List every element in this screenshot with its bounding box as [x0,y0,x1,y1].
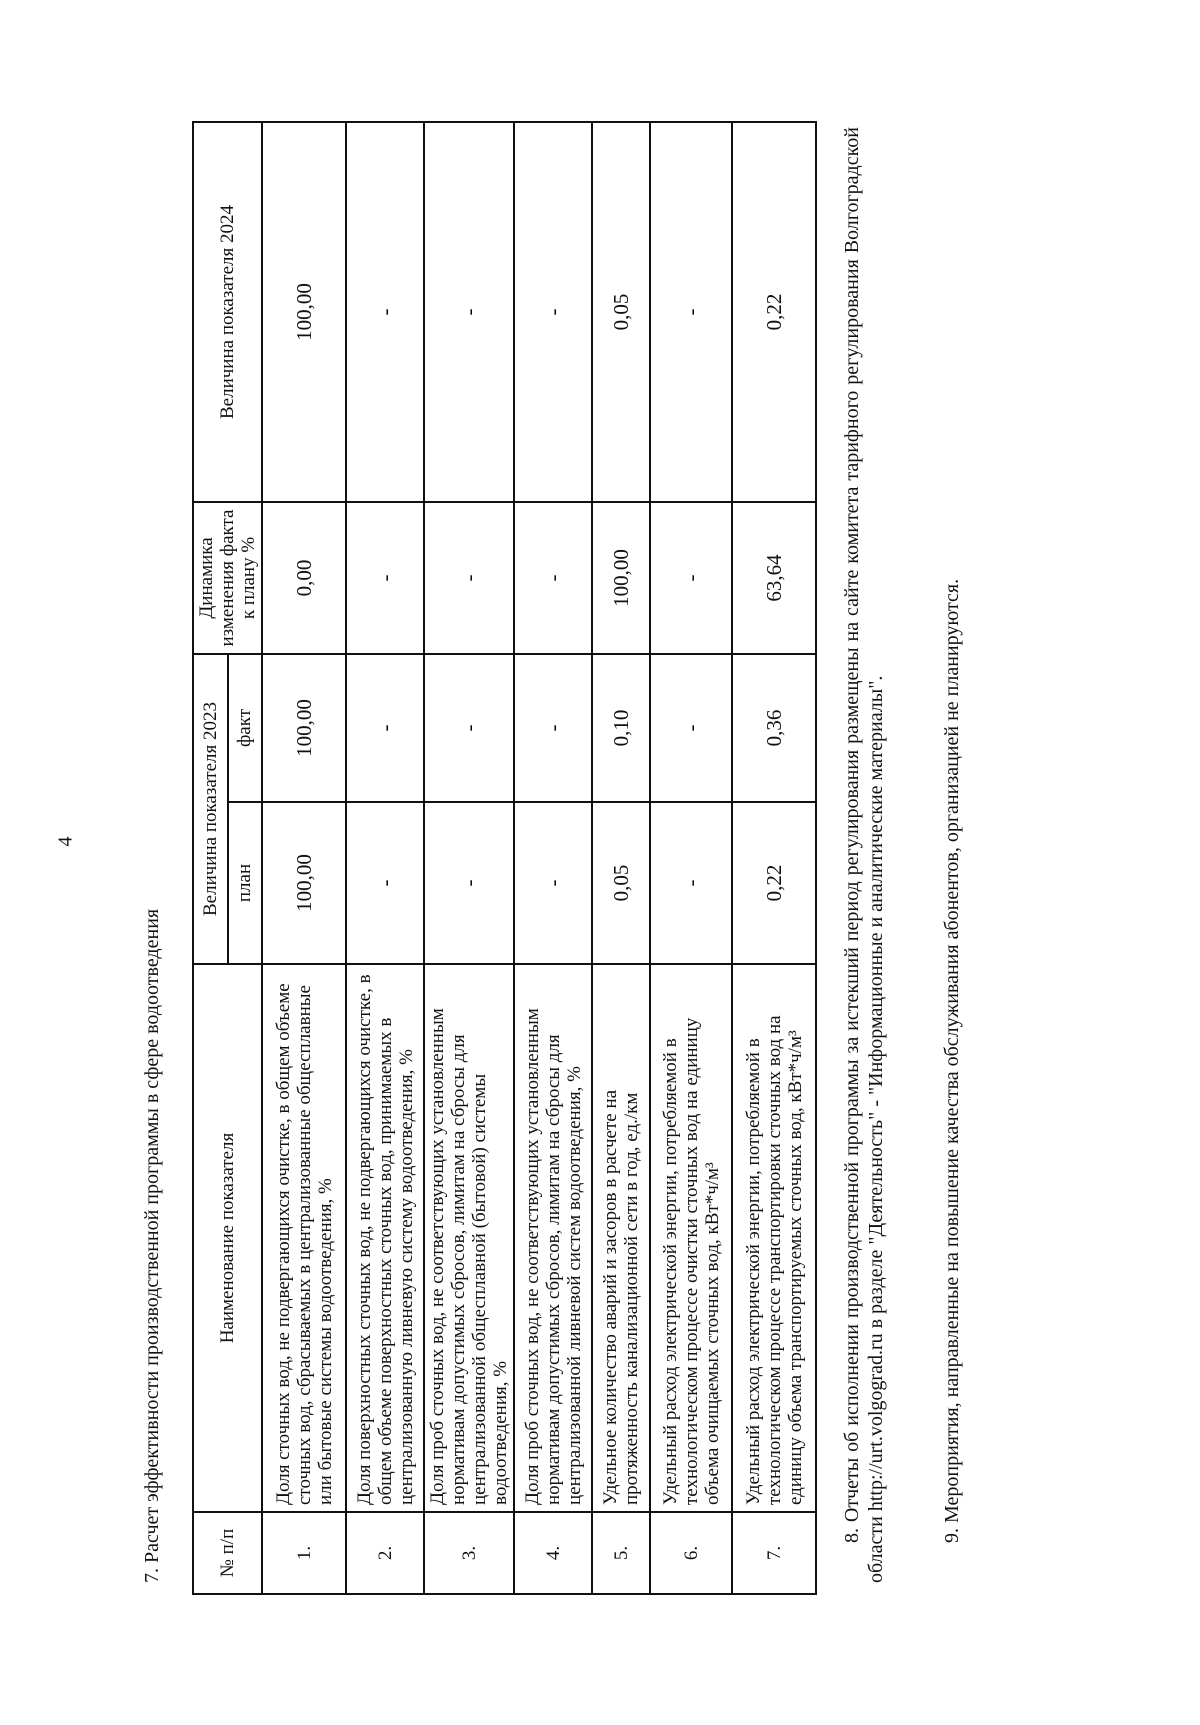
row-fact: - [514,654,592,802]
row-num: 3. [424,1512,514,1594]
header-fact: факт [228,654,263,802]
table-row [650,122,732,1594]
table-row [514,122,592,1594]
row-fact: 100,00 [262,654,346,802]
table-row [346,122,424,1594]
row-name: Доля поверхностных сточных вод, не подвергающихся очистке, в общем объеме поверхностных сточных вод, принимаемых в централизованную ливневую систему водоотведения, % [346,964,424,1512]
row-dynamics: - [424,502,514,654]
row-fact: - [424,654,514,802]
row-value-2024: - [514,122,592,502]
header-value-2023: Величина показателя 2023 [193,654,228,964]
row-dynamics: 63,64 [732,502,816,654]
row-num: 7. [732,1512,816,1594]
row-value-2024: - [650,122,732,502]
row-name: Удельный расход электрической энергии, потребляемой в технологическом процессе транспортировки сточных вод на единицу объема транспортируемых сточных вод, кВт*ч/м³ [732,964,816,1512]
row-fact: - [650,654,732,802]
header-value-2024: Величина показателя 2024 [193,122,262,502]
header-dynamics: Динамика изменения факта к плану % [193,502,262,654]
header-name: Наименование показателя [193,964,262,1512]
table-row [424,122,514,1594]
row-name: Доля проб сточных вод, не соответствующих установленным нормативам допустимых сбросов, лимитам на сбросы для централизованной ливневой систем водоотведения, % [514,964,592,1512]
row-fact: - [346,654,424,802]
row-num: 4. [514,1512,592,1594]
rotated-page-content [140,115,1000,1595]
row-num: 6. [650,1512,732,1594]
row-num: 5. [592,1512,650,1594]
row-plan: 0,05 [592,802,650,964]
row-plan: - [650,802,732,964]
row-name: Удельное количество аварий и засоров в расчете на протяженность канализационной сети в год, ед./км [592,964,650,1512]
row-plan: - [346,802,424,964]
row-name: Доля проб сточных вод, не соответствующих установленным нормативам допустимых сбросов, лимитам на сбросы для централизованной общесплавной (бытовой) системы водоотведения, % [424,964,514,1512]
row-name: Доля сточных вод, не подвергающихся очистке, в общем объеме сточных вод, сбрасываемых в централизованные общесплавные или бытовые системы водоотведения, % [262,964,346,1512]
table-row [262,122,346,1594]
row-dynamics: - [514,502,592,654]
paragraph-reports: 8. Отчеты об исполнении производственной программы за истекший период регулирования размещены на сайте комитета тарифного регулирования Волгоградской области http://urt.volgograd.ru в разделе "Деятельность" - "Информационные и аналитические материалы". [841,127,887,1583]
efficiency-table [192,121,817,1595]
table-row [592,122,650,1594]
row-plan: 100,00 [262,802,346,964]
row-dynamics: 0,00 [262,502,346,654]
row-dynamics: - [650,502,732,654]
row-value-2024: - [346,122,424,502]
row-fact: 0,10 [592,654,650,802]
section-heading: 7. Расчет эффективности производственной программы в сфере водоотведения [141,908,163,1583]
row-num: 1. [262,1512,346,1594]
row-plan: - [424,802,514,964]
row-plan: 0,22 [732,802,816,964]
row-fact: 0,36 [732,654,816,802]
page-number: 4 [54,836,77,847]
row-value-2024: 100,00 [262,122,346,502]
row-num: 2. [346,1512,424,1594]
paragraph-measures: 9. Мероприятия, направленные на повышение качества обслуживания абонентов, организацией не планируются. [941,578,963,1543]
row-value-2024: 0,05 [592,122,650,502]
row-dynamics: 100,00 [592,502,650,654]
row-plan: - [514,802,592,964]
row-value-2024: 0,22 [732,122,816,502]
table-row [732,122,816,1594]
row-dynamics: - [346,502,424,654]
row-name: Удельный расход электрической энергии, потребляемой в технологическом процессе очистки сточных вод на единицу объема очищаемых сточных вод, кВт*ч/м³ [650,964,732,1512]
header-plan: план [228,802,263,964]
row-value-2024: - [424,122,514,502]
header-num: № п/п [193,1512,262,1594]
